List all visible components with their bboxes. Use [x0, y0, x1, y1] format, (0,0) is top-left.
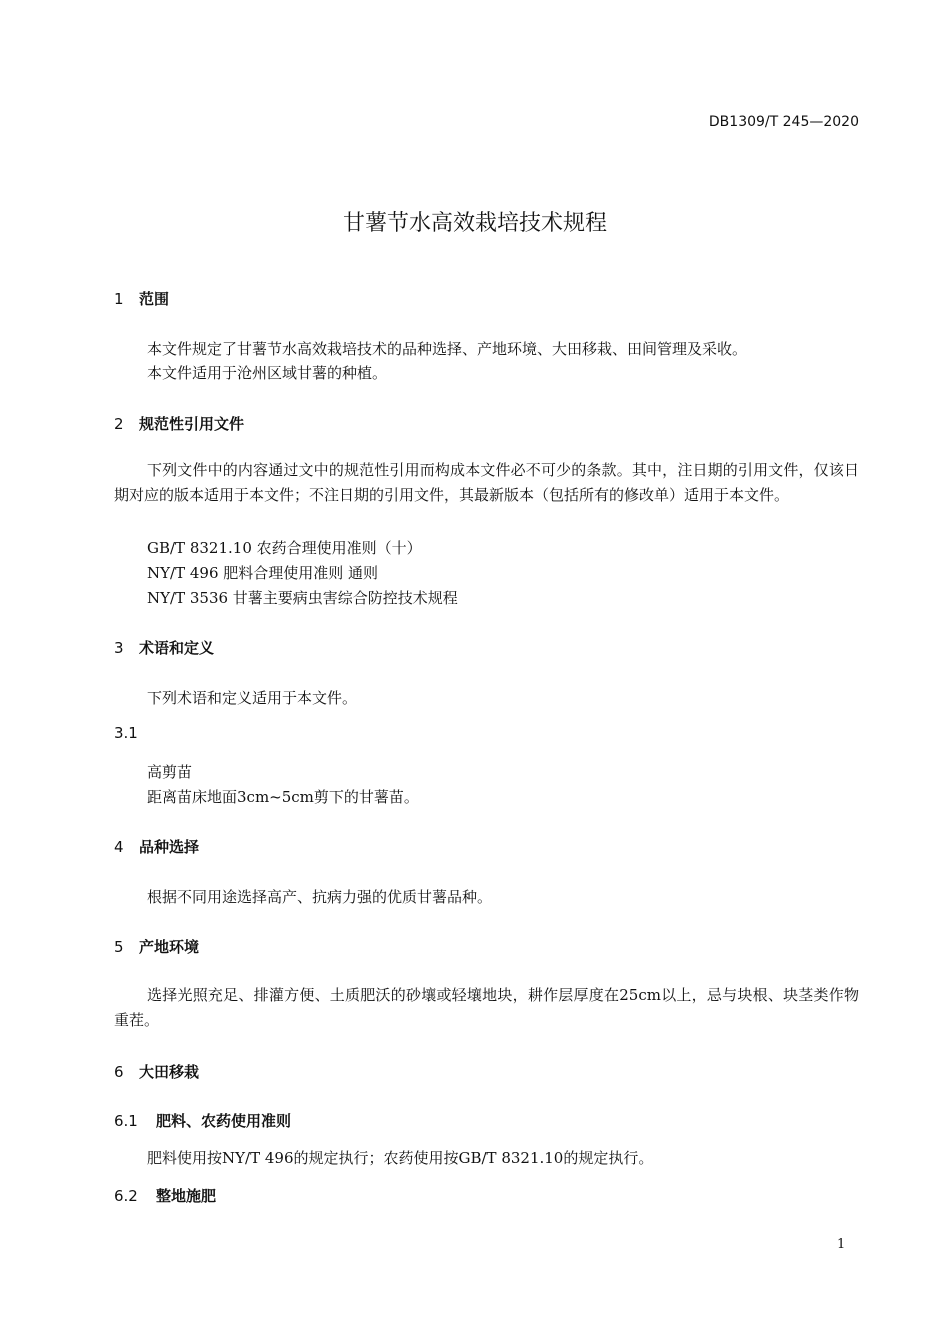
- section-1-heading: [114, 288, 169, 309]
- document-title: 甘薯节水高效栽培技术规程: [342, 211, 607, 236]
- terms-intro: 下列术语和定义适用于本文件。: [147, 689, 358, 707]
- reference-item: NY/T 496 肥料合理使用准则 通则: [147, 564, 379, 582]
- references-intro: 下列文件中的内容通过文中的规范性引用而构成本文件必不可少的条款。其中，注日期的引用文件，仅该日期对应的版本适用于本文件；不注日期的引用文件，其最新版本（包括所有的修改单）适用于本文件。: [114, 461, 859, 504]
- section-5-heading: [114, 936, 199, 957]
- section-number: 3: [114, 639, 124, 657]
- subsection-6-1-heading: [114, 1110, 291, 1131]
- subsection-6-1-text: 肥料使用按NY/T 496的规定执行；农药使用按GB/T 8321.10的规定执行。: [147, 1149, 654, 1167]
- page-number: 1: [837, 1237, 846, 1252]
- variety-selection-text: 根据不同用途选择高产、抗病力强的优质甘薯品种。: [147, 888, 493, 906]
- section-3-heading: [114, 637, 214, 658]
- section-title: 术语和定义: [139, 639, 215, 657]
- section-title: 品种选择: [139, 838, 200, 856]
- section-6-heading: [114, 1061, 199, 1082]
- section-number: 4: [114, 838, 124, 856]
- subsection-title: 肥料、农药使用准则: [156, 1112, 292, 1130]
- subsection-number: 6.1: [114, 1112, 138, 1130]
- term-number: 3.1: [114, 724, 138, 742]
- reference-item: GB/T 8321.10 农药合理使用准则（十）: [147, 539, 422, 557]
- reference-item: NY/T 3536 甘薯主要病虫害综合防控技术规程: [147, 589, 458, 607]
- section-title: 规范性引用文件: [139, 415, 245, 433]
- section-number: 1: [114, 290, 124, 308]
- subsection-title: 整地施肥: [156, 1187, 217, 1205]
- section-title: 产地环境: [139, 938, 200, 956]
- section-number: 6: [114, 1063, 124, 1081]
- term-definition: 距离苗床地面3cm~5cm剪下的甘薯苗。: [147, 788, 419, 806]
- scope-paragraph-1: 本文件规定了甘薯节水高效栽培技术的品种选择、产地环境、大田移栽、田间管理及采收。: [147, 340, 748, 358]
- section-number: 2: [114, 415, 124, 433]
- section-2-heading: [114, 413, 244, 434]
- section-title: 大田移栽: [139, 1063, 200, 1081]
- term-name: 高剪苗: [147, 763, 193, 781]
- environment-text: 选择光照充足、排灌方便、土质肥沃的砂壤或轻壤地块，耕作层厚度在25cm以上，忌与块根、块茎类作物重茬。: [114, 986, 859, 1029]
- subsection-6-2-heading: [114, 1185, 216, 1206]
- section-4-heading: [114, 836, 199, 857]
- section-title: 范围: [139, 290, 170, 308]
- scope-paragraph-2: 本文件适用于沧州区域甘薯的种植。: [147, 364, 388, 382]
- section-number: 5: [114, 938, 124, 956]
- subsection-number: 6.2: [114, 1187, 138, 1205]
- document-code: DB1309/T 245—2020: [708, 114, 859, 130]
